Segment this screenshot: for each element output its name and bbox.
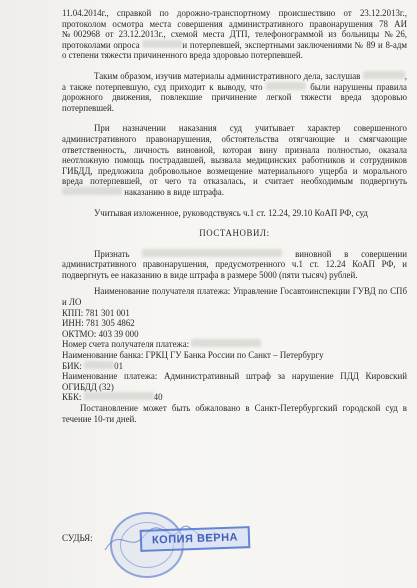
document-body bbox=[62, 8, 407, 424]
kbk-tail: 40 bbox=[153, 392, 163, 403]
redacted-bik bbox=[84, 361, 114, 369]
judge-signature-label: СУДЬЯ: bbox=[62, 533, 93, 543]
appeal-notice: Постановление может быть обжаловано в Санкт-Петербургский городской суд в течение 10-ти дней. bbox=[62, 403, 407, 424]
copy-certified-stamp: КОПИЯ ВЕРНА bbox=[140, 526, 251, 552]
paragraph-evidence bbox=[62, 8, 407, 61]
inn-line: ИНН: 781 305 4862 bbox=[62, 318, 135, 329]
considerations-text-2: наказанию в виде штрафа. bbox=[124, 186, 224, 197]
redacted-name bbox=[266, 82, 306, 90]
conclusion-text-2: , а также потерпевшую, суд приходит к выводу, что bbox=[62, 70, 408, 92]
paragraph-legal-basis: Учитывая изложенное, руководствуясь ч.1 ст. 12.24, 29.10 КоАП РФ, суд bbox=[94, 207, 368, 218]
kbk-line bbox=[62, 392, 407, 403]
bik-line bbox=[62, 361, 407, 372]
evidence-text: 11.04.2014г., справкой по дорожно-транспортному происшествию от 23.12.2013г., протоколом осмотра места совершения административного правонарушения 78 АИ №002968 от 23.12.2013г., схемой места ДТП, телефонограммой из больницы №26, протоколами опроса bbox=[62, 8, 407, 50]
ruling-title: ПОСТАНОВИЛ: bbox=[199, 228, 270, 239]
redacted-name bbox=[142, 40, 182, 48]
account-line bbox=[62, 339, 407, 350]
considerations-text: При назначении наказания суд учитывает характер совершенного административного правонарушения, обстоятельства отягчающие и смягчающие ответственность, личность виновной, которая вину признала полностью, оказала неотложную помощь пострадавшей, вызвала медицинских работников и сотрудников ГИБДД, предложила добровольное возмещение материального ущерба и морального вреда потерпевшей, от чего та отказалась, и считает необходимым подвергнуть bbox=[62, 123, 407, 187]
ruling-text-2: виновной в совершении административного правонарушения, предусмотренного ч.1 ст. 12.24 КоАП РФ, и подвергнуть ее наказанию в виде штрафа в размере 5000 (пяти тысяч) рублей. bbox=[62, 248, 408, 280]
paragraph-conclusion bbox=[62, 71, 407, 113]
redacted-account bbox=[191, 339, 261, 347]
bik-label: БИК: bbox=[62, 360, 82, 371]
paragraph-penalty-considerations bbox=[62, 123, 407, 197]
payment-name-line: Наименование платежа: Административный штраф за нарушение ПДД Кировский ОГИБДД (32) bbox=[62, 371, 407, 392]
oktmo-line: ОКТМО: 403 39 000 bbox=[62, 328, 139, 339]
bank-line: Наименование банка: ГРКЦ ГУ Банка России по Санкт – Петербургу bbox=[62, 350, 324, 361]
conclusion-text-3: были нарушены правила дорожного движения, повлекшие причинение легкой тяжести вреда здоровью потерпевшей. bbox=[62, 81, 407, 113]
ruling-text: Признать bbox=[94, 248, 130, 259]
paragraph-ruling bbox=[62, 249, 407, 281]
evidence-text-tail: и потерпевшей, экспертными заключениями № 89 и 8-адм о степени тяжести причиненного вреда здоровью потерпевшей. bbox=[62, 39, 407, 61]
payment-recipient: Наименование получателя платежа: Управление Госавтоинспекции ГУВД по СПб и ЛО bbox=[62, 286, 407, 308]
redacted-kbk bbox=[84, 392, 154, 400]
conclusion-text: Таким образом, изучив материалы административного дела, заслушав bbox=[94, 70, 361, 81]
account-label: Номер счета получателя платежа: bbox=[62, 339, 190, 350]
bik-tail: 01 bbox=[114, 360, 123, 371]
kbk-label: КБК: bbox=[62, 392, 82, 403]
kpp-line: КПП: 781 301 001 bbox=[62, 307, 130, 318]
redacted-name bbox=[62, 187, 122, 195]
redacted-name bbox=[363, 71, 405, 79]
redacted-name bbox=[142, 249, 282, 257]
